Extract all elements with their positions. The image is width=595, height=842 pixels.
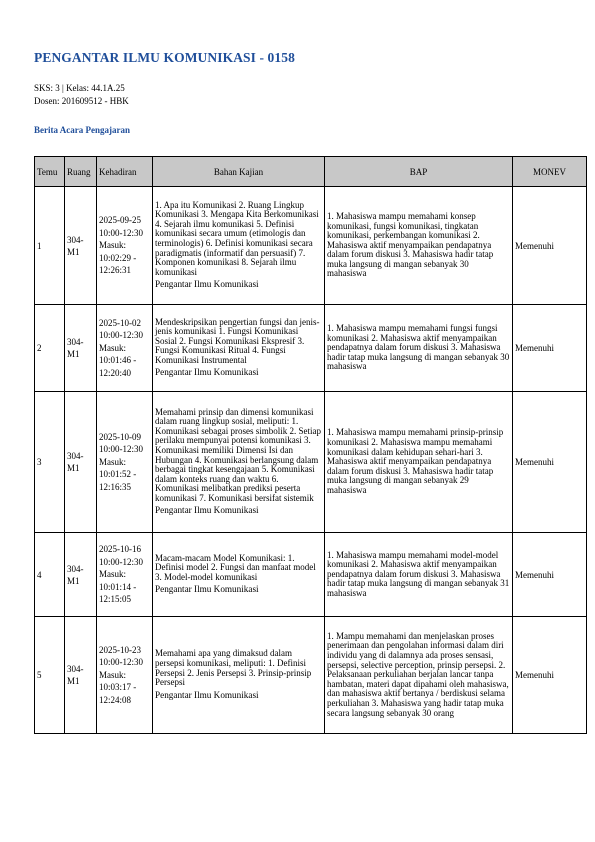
- monev-status: Memenuhi: [513, 533, 587, 617]
- material-text: Memahami apa yang dimaksud dalam persepsi komunikasi, meliputi: 1. Definisi Persepsi 2. Jenis Persepsi 3. Prinsip-prinsip Persepsi: [155, 648, 312, 688]
- study-material: [153, 533, 325, 617]
- study-material: [153, 617, 325, 734]
- table-row: [35, 187, 587, 305]
- monev-status: Memenuhi: [513, 305, 587, 392]
- room: 304-M1: [65, 305, 97, 392]
- study-material: [153, 392, 325, 533]
- attendance: 2025-10-23 10:00-12:30 Masuk: 10:03:17 - 12:24:08: [97, 617, 153, 734]
- bap-text: 1. Mahasiswa mampu memahami konsep komunikasi, fungsi komunikasi, tingkatan komunikasi, perkembangan komunikasi 2. Mahasiswa aktif menyampaikan pendapatnya dalam forum diskusi 3. Mahasiswa hadir tatap muka langsung di mangan sebanyak 30 mahasiswa: [325, 187, 513, 305]
- monev-status: Memenuhi: [513, 392, 587, 533]
- attendance: 2025-09-25 10:00-12:30 Masuk: 10:02:29 - 12:26:31: [97, 187, 153, 305]
- lecturer-info: Dosen: 201609512 - HBK: [34, 96, 129, 106]
- page-title: PENGANTAR ILMU KOMUNIKASI - 0158: [34, 50, 295, 65]
- course-subtitle: Pengantar Ilmu Komunikasi: [155, 689, 259, 700]
- room: 304-M1: [65, 617, 97, 734]
- table-row: [35, 305, 587, 392]
- table-row: [35, 617, 587, 734]
- section-title: Berita Acara Pengajaran: [34, 125, 130, 135]
- bap-text: 1. Mampu memahami dan menjelaskan proses penerimaan dan pengolahan informasi dalam diri individu yang di dalamnya ada proses sensasi, persepsi, selective perception, prinsip persepsi. 2. Pelaksanaan perkuliahan berjalan lancar tanpa hambatan, materi dapat dipahami oleh mahasiswa, dan mahasiswa aktif bertanya / berdiskusi selama perkuliahan 3. Mahasiswa yang hadir tatap muka secara langsung sebanyak 30 orang: [325, 617, 513, 734]
- sks-class-info: SKS: 3 | Kelas: 44.1A.25: [34, 83, 125, 93]
- header-temu: Temu: [35, 157, 65, 187]
- material-text: Macam-macam Model Komunikasi: 1. Definisi model 2. Fungsi dan manfaat model 3. Model-model komunikasi: [155, 552, 316, 582]
- bap-text: 1. Mahasiswa mampu memahami model-model komunikasi 2. Mahasiswa aktif menyampaikan pendapatnya dalam forum diskusi 3. Mahasiswa hadir tatap muka langsung di mangan sebanyak 31 mahasiswa: [325, 533, 513, 617]
- monev-status: Memenuhi: [513, 617, 587, 734]
- teaching-record-table: [34, 156, 587, 734]
- room: 304-M1: [65, 187, 97, 305]
- bap-text: 1. Mahasiswa mampu memahami prinsip-prinsip komunikasi 2. Mahasiswa mampu memahami komunikasi dalam kehidupan sehari-hari 3. Mahasiswa aktif menyampaikan pendapatnya dalam forum diskusi 3. Mahasiswa hadir tatap muka langsung di mangan sebanyak 29 mahasiswa: [325, 392, 513, 533]
- room: 304-M1: [65, 392, 97, 533]
- material-text: Mendeskripsikan pengertian fungsi dan jenis-jenis komunikasi 1. Fungsi Komunikasi Sosial 2. Fungsi Komunikasi Ekspresif 3. Fungsi Komunikasi Ritual 4. Fungsi Komunikasi Instrumental: [155, 316, 320, 365]
- material-text: 1. Apa itu Komunikasi 2. Ruang Lingkup Komunikasi 3. Mengapa Kita Berkomunikasi 4. Sejarah ilmu komunikasi 5. Definisi komunikasi secara umum (etimologis dan terminologis) 6. Definisi komunikasi secara paradigmatis (informatif dan persuasif) 7. Komponen komunikasi 8. Sejarah ilmu komunikasi: [155, 199, 319, 277]
- header-kehadiran: Kehadiran: [97, 157, 153, 187]
- bap-text: 1. Mahasiswa mampu memahami fungsi fungsi komunikasi 2. Mahasiswa aktif menyampaikan pendapatnya dalam forum diskusi 3. Mahasiswa hadir tatap muka langsung di mangan sebanyak 30 mahasiswa: [325, 305, 513, 392]
- meeting-number: 3: [35, 392, 65, 533]
- meeting-number: 2: [35, 305, 65, 392]
- header-bahan-kajian: Bahan Kajian: [153, 157, 325, 187]
- table-row: [35, 392, 587, 533]
- monev-status: Memenuhi: [513, 187, 587, 305]
- header-monev: MONEV: [513, 157, 587, 187]
- meeting-number: 4: [35, 533, 65, 617]
- meeting-number: 1: [35, 187, 65, 305]
- attendance: 2025-10-02 10:00-12:30 Masuk: 10:01:46 - 12:20:40: [97, 305, 153, 392]
- room: 304-M1: [65, 533, 97, 617]
- header-bap: BAP: [325, 157, 513, 187]
- attendance: 2025-10-16 10:00-12:30 Masuk: 10:01:14 - 12:15:05: [97, 533, 153, 617]
- table-header: [35, 157, 587, 187]
- course-subtitle: Pengantar Ilmu Komunikasi: [155, 279, 259, 290]
- meeting-number: 5: [35, 617, 65, 734]
- table-row: [35, 533, 587, 617]
- study-material: [153, 305, 325, 392]
- header-ruang: Ruang: [65, 157, 97, 187]
- course-subtitle: Pengantar Ilmu Komunikasi: [155, 584, 259, 595]
- attendance: 2025-10-09 10:00-12:30 Masuk: 10:01:52 - 12:16:35: [97, 392, 153, 533]
- course-subtitle: Pengantar Ilmu Komunikasi: [155, 505, 259, 516]
- material-text: Memahami prinsip dan dimensi komunikasi dalam ruang lingkup sosial, meliputi: 1. Komunikasi sebagai proses simbolik 2. Setiap perilaku mempunyai potensi komunikasi 3. Komunikasi memiliki Dimensi Isi dan Hubungan 4. Komunikasi berlangsung dalam berbagai tingkat kesengajaan 5. Komunikasi dalam konteks ruang dan waktu 6. Komunikasi melibatkan prediksi peserta komunikasi 7. Komunikasi bersifat sistemik: [155, 406, 321, 503]
- course-subtitle: Pengantar Ilmu Komunikasi: [155, 367, 259, 378]
- study-material: [153, 187, 325, 305]
